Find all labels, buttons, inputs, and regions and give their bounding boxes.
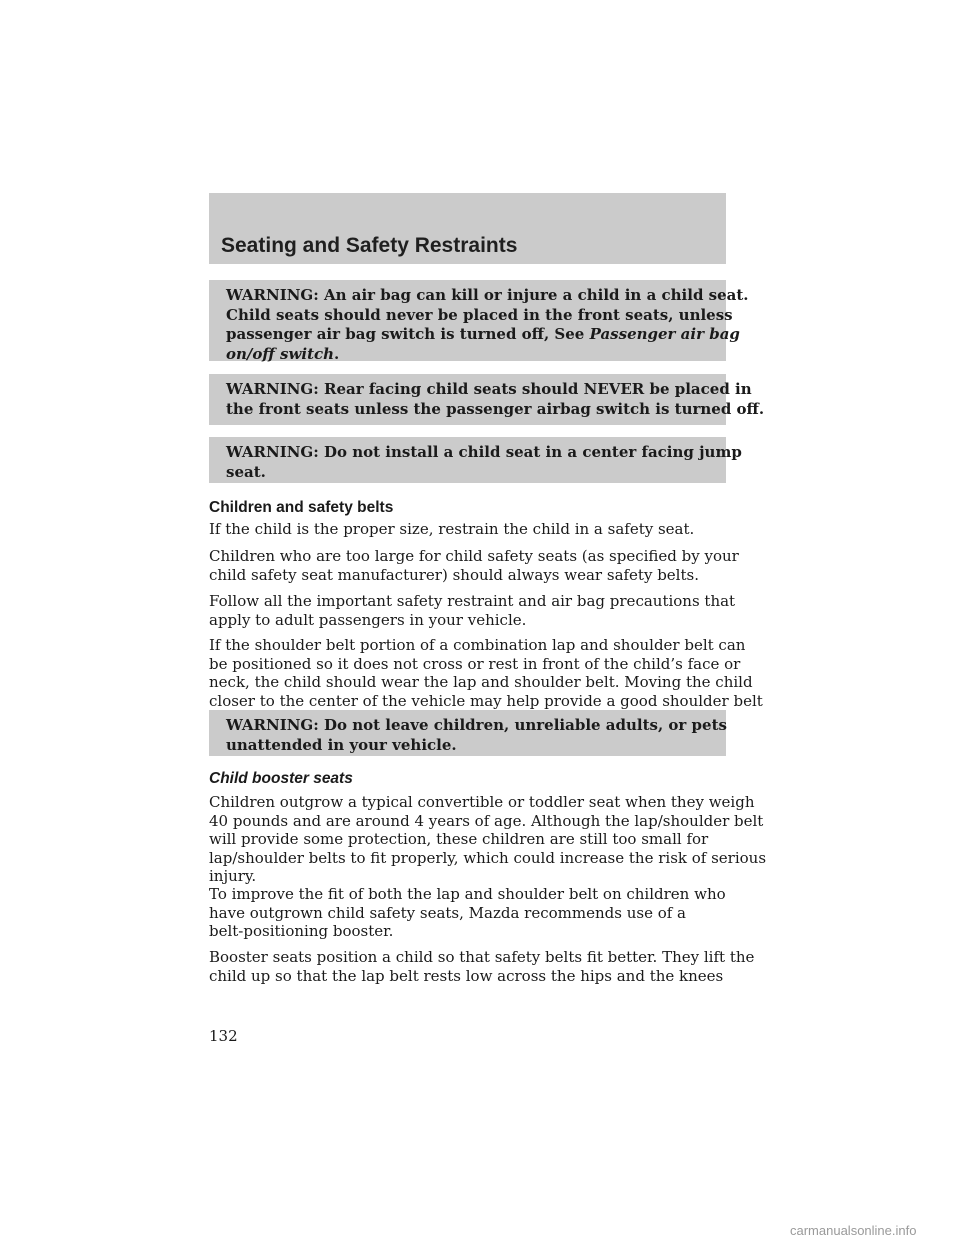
text-line: closer to the center of the vehicle may help provide a good shoulder belt: [209, 691, 763, 710]
paragraph: [209, 520, 729, 539]
warning-text: passenger air bag switch is turned off, See: [226, 325, 590, 343]
text-line: belt-positioning booster.: [209, 922, 394, 940]
text-line: Children who are too large for child safety seats (as specified by your: [209, 547, 739, 565]
text-line: child safety seat manufacturer) should always wear safety belts.: [209, 565, 699, 584]
paragraph: [209, 793, 767, 886]
warning-line: WARNING: An air bag can kill or injure a child in a child seat.: [226, 286, 749, 304]
warning-box-rear-facing: [209, 374, 765, 425]
text-line: Booster seats position a child so that safety belts fit better. They lift the: [209, 948, 755, 966]
text-line: have outgrown child safety seats, Mazda recommends use of a: [209, 903, 687, 922]
warning-line: the front seats unless the passenger airbag switch is turned off.: [226, 399, 765, 418]
warning-box-airbag: [209, 280, 749, 363]
text-line: 40 pounds and are around 4 years of age. Although the lap/shoulder belt: [209, 811, 764, 830]
heading-child-booster-seats: Child booster seats: [209, 770, 353, 787]
warning-line: [226, 345, 716, 365]
cross-reference-link[interactable]: Passenger air bag: [589, 325, 740, 343]
cross-reference-link-cont[interactable]: on/off switch: [226, 344, 335, 363]
page-number: 132: [209, 1027, 238, 1045]
text-line: will provide some protection, these children are still too small for: [209, 830, 709, 848]
text-line: lap/shoulder belts to fit properly, which could increase the risk of serious: [209, 848, 767, 867]
text-line: neck, the child should wear the lap and shoulder belt. Moving the child: [209, 673, 753, 691]
heading-children-safety-belts: Children and safety belts: [209, 499, 394, 516]
text-line: If the child is the proper size, restrain the child in a safety seat.: [209, 520, 695, 538]
warning-box-jump-seat: [209, 437, 742, 483]
warning-line: WARNING: Rear facing child seats should NEVER be placed in: [226, 380, 752, 398]
text-line: child up so that the lap belt rests low across the hips and the knees: [209, 966, 724, 985]
warning-line: WARNING: Do not install a child seat in a center facing jump: [226, 443, 742, 461]
paragraph: [209, 592, 736, 629]
watermark-footer[interactable]: carmanualsonline.info: [790, 1223, 917, 1238]
warning-box-unattended: [209, 710, 726, 756]
text-line: be positioned so it does not cross or rest in front of the child’s face or: [209, 654, 741, 673]
text-line: Follow all the important safety restraint and air bag precautions that: [209, 592, 736, 610]
warning-line: WARNING: Do not leave children, unreliable adults, or pets: [226, 716, 727, 734]
warning-text: .: [334, 344, 340, 363]
paragraph: [209, 547, 739, 584]
text-line: If the shoulder belt portion of a combination lap and shoulder belt can: [209, 636, 746, 654]
text-line: apply to adult passengers in your vehicle.: [209, 610, 527, 629]
text-line: injury.: [209, 867, 257, 885]
warning-line: unattended in your vehicle.: [226, 735, 457, 754]
text-line: Children outgrow a typical convertible or toddler seat when they weigh: [209, 793, 755, 811]
warning-line: seat.: [226, 462, 266, 481]
text-line: To improve the fit of both the lap and shoulder belt on children who: [209, 885, 726, 903]
warning-line: Child seats should never be placed in the front seats, unless: [226, 305, 733, 324]
section-title: Seating and Safety Restraints: [221, 234, 518, 257]
warning-line: [226, 325, 740, 345]
paragraph: [209, 948, 755, 985]
paragraph: [209, 885, 729, 941]
